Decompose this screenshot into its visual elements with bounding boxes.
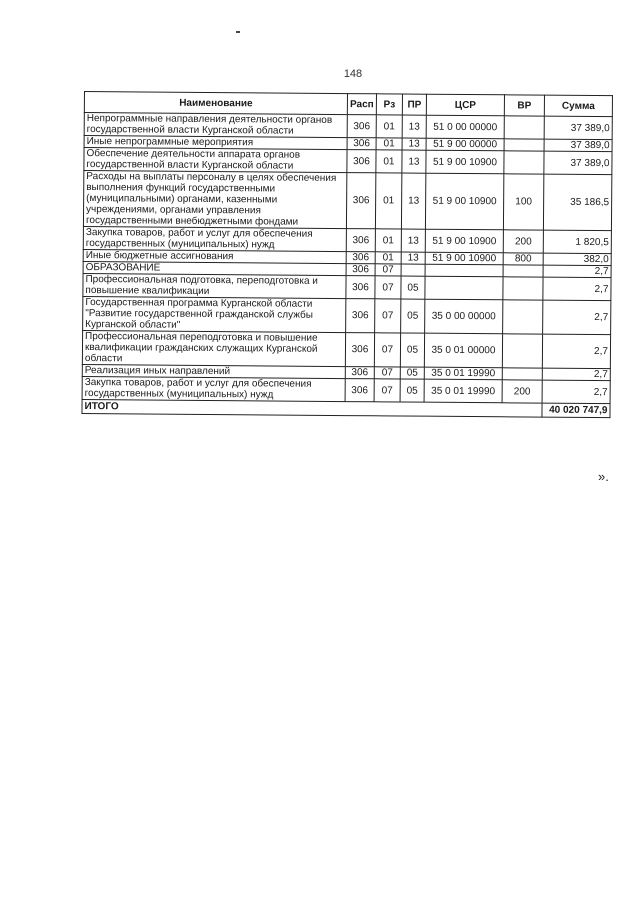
row-pr: 13 [402, 138, 426, 150]
row-rasp: 306 [346, 229, 375, 252]
row-csr: 35 0 01 00000 [424, 333, 502, 368]
row-vr: 800 [503, 253, 543, 265]
row-sum: 2,7 [542, 334, 610, 369]
table-row [82, 330, 610, 368]
row-pr: 05 [401, 276, 425, 299]
total-sum: 40 020 747,9 [542, 403, 610, 418]
row-vr [502, 368, 542, 380]
row-pr: 13 [401, 173, 425, 229]
row-sum: 37 389,0 [544, 151, 612, 175]
header-vr: ВР [504, 95, 544, 116]
row-sum: 2,7 [542, 380, 610, 404]
table-row [83, 226, 611, 253]
row-vr [504, 139, 544, 151]
row-rasp: 306 [346, 173, 375, 229]
row-csr: 35 0 01 19990 [424, 379, 502, 403]
header-pr: ПР [402, 94, 426, 115]
row-pr: 05 [400, 379, 424, 402]
row-sum: 2,7 [543, 300, 611, 335]
row-pr: 05 [400, 333, 424, 367]
row-vr [504, 151, 544, 174]
table-row [83, 171, 611, 231]
row-csr: 51 0 00 00000 [426, 115, 504, 139]
row-name: Иные непрограммные мероприятия [84, 136, 347, 150]
row-rz: 01 [376, 150, 402, 173]
row-sum: 2,7 [543, 277, 611, 301]
row-pr: 13 [401, 229, 425, 252]
row-rz: 01 [376, 115, 402, 138]
row-name: Расходы на выплаты персоналу в целях обеспечения выполнения функций государственными (муниципальными) органами, казенными учреждениями, органами управления государственными внебюджетными фондами [83, 171, 346, 229]
header-rasp: Расп [347, 94, 376, 115]
row-csr: 51 9 00 10900 [425, 252, 503, 265]
row-sum: 35 186,5 [543, 174, 611, 231]
row-pr: 13 [401, 252, 425, 264]
row-vr [503, 265, 543, 277]
row-name: Обеспечение деятельности аппарата органов государственной власти Курганской области [84, 148, 347, 173]
row-rasp: 306 [346, 299, 375, 333]
row-name: Непрограммные направления деятельности органов государственной власти Курганской области [84, 113, 347, 138]
row-sum: 1 820,5 [543, 230, 611, 254]
row-rz: 01 [375, 252, 401, 264]
row-rz: 01 [375, 229, 401, 252]
total-row [82, 399, 610, 417]
row-csr: 35 0 00 00000 [425, 299, 503, 334]
table-row [84, 148, 612, 175]
row-rasp: 306 [346, 276, 375, 299]
row-csr [425, 276, 503, 300]
budget-table [81, 91, 613, 418]
row-sum: 2,7 [543, 265, 611, 278]
row-rasp: 306 [345, 333, 374, 367]
row-rasp: 306 [346, 252, 375, 264]
row-pr: 13 [402, 115, 426, 138]
table-row [83, 296, 611, 334]
row-vr [503, 277, 543, 300]
closing-quote-mark: ». [598, 469, 609, 484]
row-sum: 37 389,0 [544, 116, 612, 140]
row-rz: 07 [374, 379, 400, 402]
row-sum: 37 389,0 [544, 139, 612, 152]
page-number: 148 [343, 68, 363, 80]
row-vr: 100 [503, 174, 543, 230]
row-name: Закупка товаров, работ и услуг для обеспечения государственных (муниципальных) нужд [82, 376, 345, 401]
row-rz: 07 [375, 299, 401, 333]
row-rasp: 306 [347, 138, 376, 150]
row-vr: 200 [502, 380, 542, 403]
row-rz: 01 [376, 138, 402, 150]
row-rz: 01 [375, 173, 401, 229]
row-pr: 05 [400, 367, 424, 379]
row-rasp: 306 [347, 115, 376, 138]
row-rasp: 306 [345, 379, 374, 402]
row-name: Профессиональная подготовка, переподготовка и повышение квалификации [83, 273, 346, 298]
scan-speck [236, 31, 240, 33]
row-csr: 51 9 00 10900 [425, 173, 503, 230]
header-rz: Рз [376, 94, 402, 115]
row-csr: 51 9 00 10900 [426, 150, 504, 174]
row-csr: 51 9 00 00000 [426, 138, 504, 151]
row-csr: 51 9 00 10900 [425, 229, 503, 253]
row-pr [401, 264, 425, 276]
budget-table-container [81, 91, 612, 418]
row-pr: 13 [402, 150, 426, 173]
row-rz: 07 [375, 264, 401, 276]
row-vr [503, 300, 543, 334]
row-csr: 35 0 01 19990 [424, 367, 502, 380]
row-name: Государственная программа Курганской области "Развитие государственной гражданской службы Курганской области" [83, 296, 346, 332]
row-sum: 2,7 [542, 368, 610, 381]
header-sum: Сумма [544, 95, 612, 117]
total-label: ИТОГО [82, 399, 542, 417]
row-name: Реализация иных направлений [82, 364, 345, 378]
row-vr: 200 [503, 230, 543, 253]
header-csr: ЦСР [426, 94, 504, 116]
row-name: Иные бюджетные ассигнования [83, 249, 346, 263]
row-vr [502, 334, 542, 368]
row-name: Профессиональная переподготовка и повышение квалификации гражданских служащих Курганской области [82, 330, 345, 366]
row-name: Закупка товаров, работ и услуг для обеспечения государственных (муниципальных) нужд [83, 226, 346, 251]
header-name: Наименование [84, 92, 347, 115]
row-rasp: 306 [345, 367, 374, 379]
row-rasp: 306 [347, 150, 376, 173]
table-row [84, 113, 612, 140]
row-rz: 07 [375, 276, 401, 299]
table-row [82, 376, 610, 403]
row-name: ОБРАЗОВАНИЕ [83, 261, 346, 275]
table-row [83, 273, 611, 300]
row-vr [504, 116, 544, 139]
row-csr [425, 264, 503, 277]
row-sum: 382,0 [543, 253, 611, 266]
row-pr: 05 [401, 299, 425, 333]
row-rz: 07 [374, 333, 400, 367]
row-rz: 07 [374, 367, 400, 379]
row-rasp: 306 [346, 264, 375, 276]
